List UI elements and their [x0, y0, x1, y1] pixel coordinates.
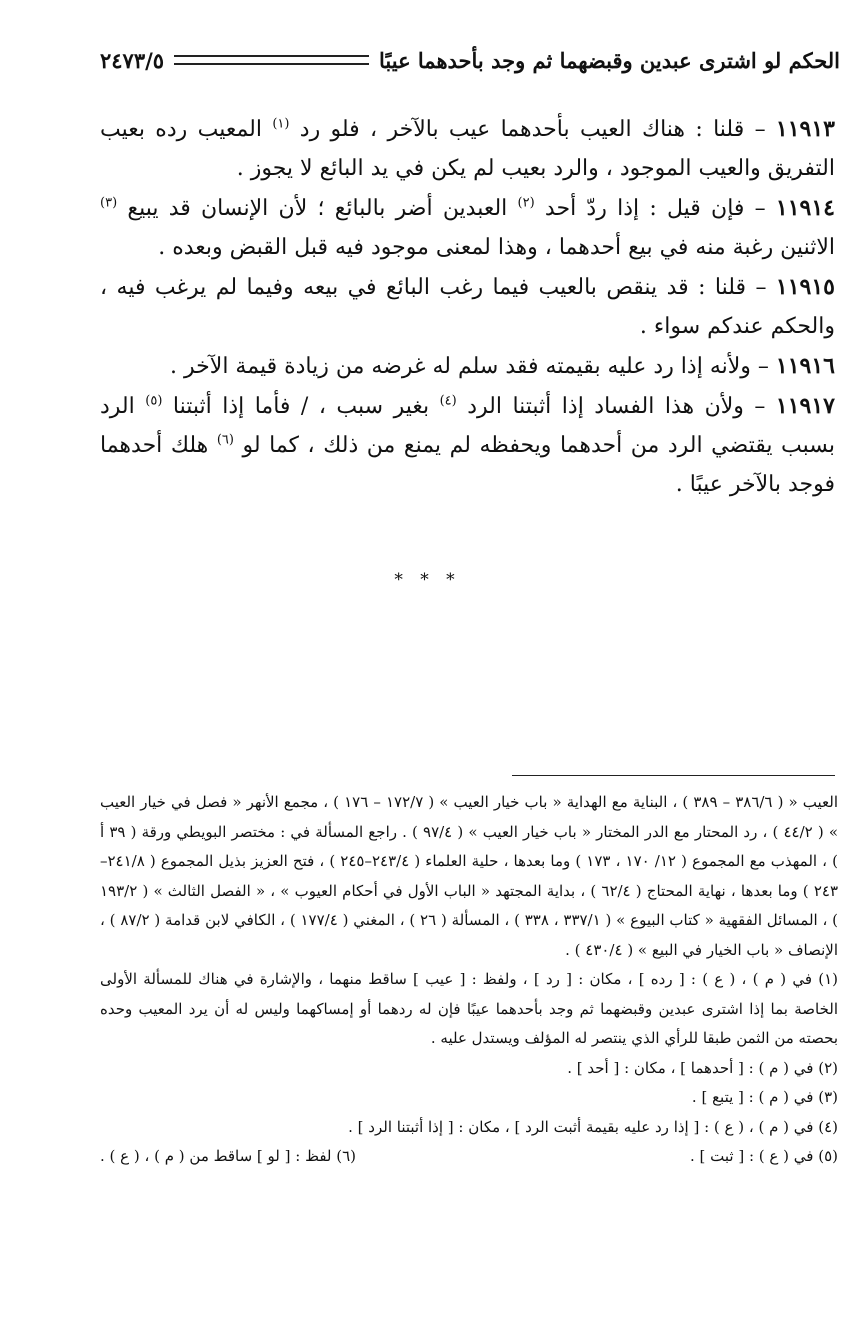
footnote: (٣) في ( م ) : [ يتبع ] . — [691, 1088, 838, 1106]
paragraph-number: ١١٩١٦ — [775, 353, 835, 379]
paragraph-text: – فإن قيل : إذا ردّ أحد — [534, 196, 776, 221]
footnotes — [100, 788, 838, 1172]
footnote-ref: (١) — [272, 116, 290, 132]
paragraph-text: المعيب رده بعيب التفريق والعيب الموجود ، والرد بعيب لم يكن في يد البائع لا يجوز . — [100, 117, 835, 181]
paragraph-number: ١١٩١٧ — [775, 393, 835, 419]
footnote-ref: (٣) — [100, 195, 118, 211]
running-header — [100, 40, 840, 80]
paragraph-text: – ولأنه إذا رد عليه بقيمته فقد سلم له غرضه من زيادة قيمة الآخر . — [170, 354, 776, 379]
footnote-ref: (٢) — [517, 195, 535, 211]
paragraph — [100, 110, 835, 188]
footnote: (٤) في ( م ) ، ( ع ) : [ إذا رد عليه بقيمة أثبت الرد ] ، مكان : [ إذا أثبتنا الرد ] . — [348, 1117, 838, 1136]
footnote: (٦) لفظ : [ لو ] ساقط من ( م ) ، ( ع ) . — [100, 1147, 357, 1165]
footnote-ref: (٦) — [216, 432, 234, 448]
header-title: الحكم لو اشترى عبدين وقبضهما ثم وجد بأحدهما عيبًا — [379, 47, 840, 73]
main-text — [100, 110, 835, 505]
paragraph-text: هلك أحدهما فوجد بالآخر عيبًا . — [100, 433, 835, 497]
paragraph-text: – قلنا : هناك العيب بأحدهما عيب بالآخر ، فلو رد — [289, 117, 776, 142]
paragraph — [100, 189, 835, 267]
section-divider: * * * — [394, 570, 461, 590]
footnote-ref: (٥) — [145, 393, 163, 409]
paragraph-number: ١١٩١٥ — [775, 274, 835, 300]
footnote: (١) في ( م ) ، ( ع ) : [ رده ] ، مكان : [ رد ] ، ولفظ : [ عيب ] ساقط منهما ، والإشارة في هناك للمسألة الأولى الخاصة بما إذا اشترى عبدين وقبضهما ثم وجد بأحدهما عيبًا فإن له ردهما أو إمساكهما وليس له أن يرد المعيب وحده بحصته من الثمن طبقا للرأي الذي ينتصر له المؤلف ويستدل عليه . — [100, 970, 838, 1047]
paragraph-number: ١١٩١٤ — [775, 195, 835, 221]
header-rule — [174, 55, 369, 65]
footnote-row — [100, 1142, 838, 1172]
paragraph — [100, 347, 835, 386]
footnote: (٢) في ( م ) : [ أحدهما ] ، مكان : [ أحد ] . — [567, 1058, 838, 1077]
footnote-continuation: العيب « ( ٣٨٦/٦ – ٣٨٩ ) ، البناية مع الهداية « باب خيار العيب » ( ١٧٢/٧ – ١٧٦ ) ، مجمع الأنهر « فصل في خيار العيب » ( ٤٤/٢ ) ، رد المحتار مع الدر المختار « باب خيار العيب » ( ٩٧/٤ ) . راجع المسألة في : مختصر البويطي ورقة ( ٣٩ أ ) ، المهذب مع المجموع ( ١٢/ ١٧٠ ، ١٧٣ ) وما بعدها ، حلية العلماء ( ٢٤٣/٤–٢٤٥ ) ، فتح العزيز بذيل المجموع ( ٢٤١/٨–٢٤٣ ) وما بعدها ، نهاية المحتاج ( ٦٢/٤ ) ، بداية المجتهد « الباب الأول في أحكام العيوب » ، « الفصل الثالث » ( ١٩٣/٢ ) ، المسائل الفقهية « كتاب البيوع » ( ٣٣٧/١ ، ٣٣٨ ) ، المسألة ( ٢٦ ) ، المغني ( ١٧٧/٤ ) ، الكافي لابن قدامة ( ٨٧/٢ ) ، الإنصاف « باب الخيار في البيع » ( ٤٣٠/٤ ) . — [100, 793, 839, 959]
paragraph-text: بغير سبب ، / فأما إذا أثبتنا — [162, 394, 440, 419]
paragraph-text: – ولأن هذا الفساد إذا أثبتنا الرد — [456, 394, 776, 419]
paragraph — [100, 387, 835, 504]
paragraph-text: – قلنا : قد ينقص بالعيب فيما رغب البائع في بيعه وفيما لم يرغب فيه ، والحكم عندكم سواء . — [100, 275, 835, 339]
paragraph-text: الرد بسبب يقتضي الرد من أحدهما ويحفظه لم يمنع من ذلك ، كما لو — [100, 394, 835, 458]
footnote-ref: (٤) — [439, 393, 457, 409]
paragraph — [100, 268, 835, 346]
paragraph-text: العبدين أضر بالبائع ؛ لأن الإنسان قد يبيع — [117, 196, 518, 221]
paragraph-text: الاثنين رغبة منه في بيع أحدهما ، وهذا لمعنى موجود فيه قبل القبض وبعده . — [158, 235, 835, 260]
footnote: (٥) في ( ع ) : [ ثبت ] . — [690, 1147, 838, 1165]
paragraph-number: ١١٩١٣ — [775, 116, 835, 142]
footnote-separator — [512, 775, 835, 776]
page-number: ٢٤٧٣/٥ — [100, 47, 165, 73]
